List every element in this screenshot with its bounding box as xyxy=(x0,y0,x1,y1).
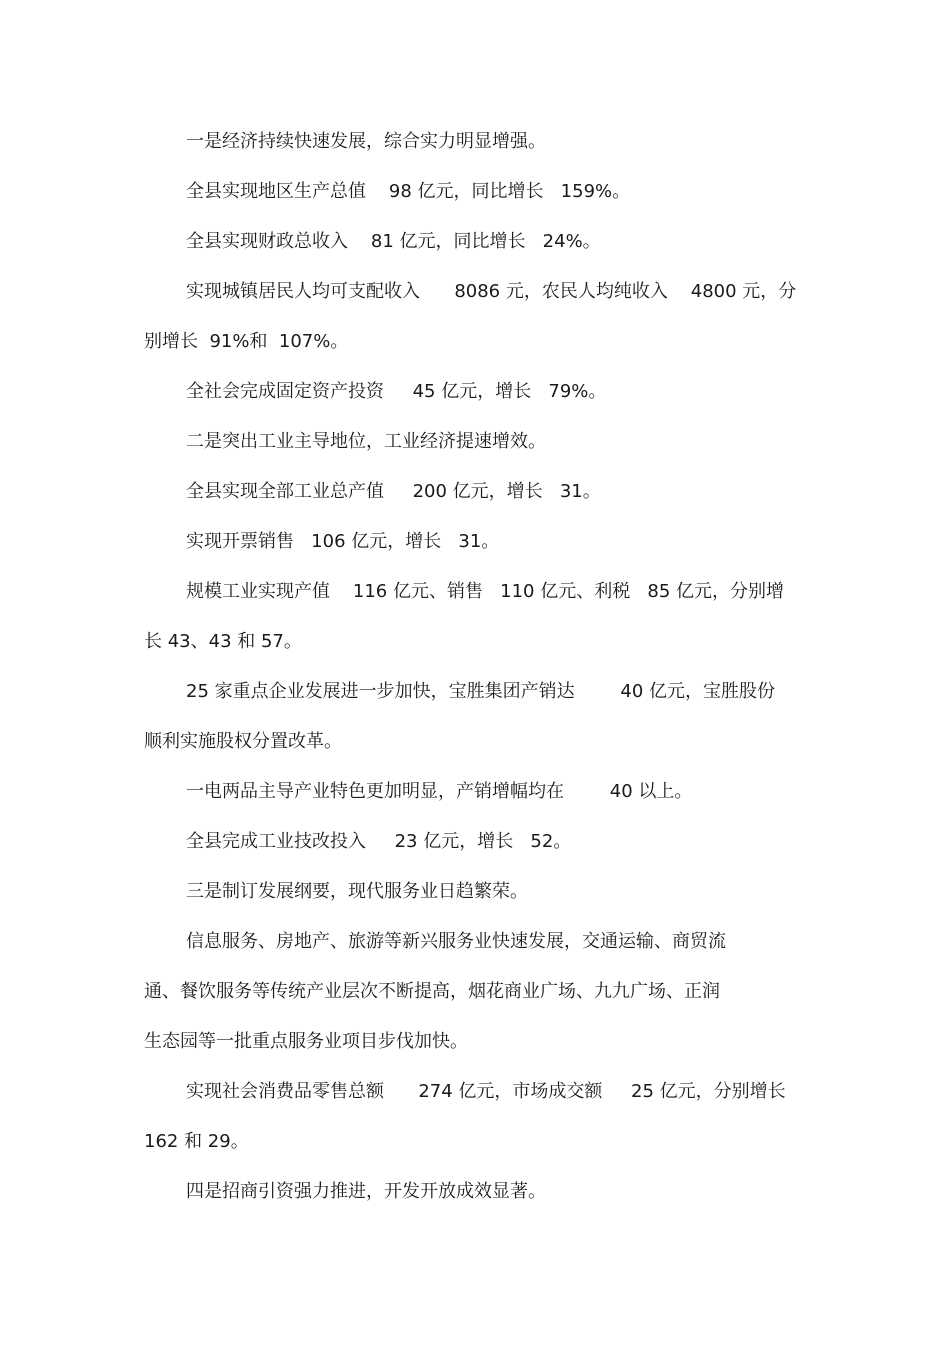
paragraph-retail-sales: 实现社会消费品零售总额 274 亿元，市场成交额 25 亿元，分别增长 xyxy=(186,1081,786,1102)
heading-services: 三是制订发展纲要，现代服务业日趋繁荣。 xyxy=(186,881,528,902)
paragraph-income-cont: 别增长 91%和 107%。 xyxy=(144,331,349,352)
paragraph-tech-investment: 全县完成工业技改投入 23 亿元，增长 52。 xyxy=(186,831,572,852)
paragraph-key-enterprises-cont: 顺利实施股权分置改革。 xyxy=(144,731,342,752)
paragraph-invoiced-sales: 实现开票销售 106 亿元，增长 31。 xyxy=(186,531,500,552)
paragraph-key-enterprises: 25 家重点企业发展进一步加快，宝胜集团产销达 40 亿元，宝胜股份 xyxy=(186,681,776,702)
paragraph-services: 信息服务、房地产、旅游等新兴服务业快速发展，交通运输、商贸流 xyxy=(186,931,726,952)
paragraph-scale-industry-cont: 长 43、43 和 57。 xyxy=(144,631,302,652)
paragraph-retail-sales-cont: 162 和 29。 xyxy=(144,1131,249,1152)
paragraph-leading-industries: 一电两品主导产业特色更加明显，产销增幅均在 40 以上。 xyxy=(186,781,693,802)
paragraph-fixed-investment: 全社会完成固定资产投资 45 亿元，增长 79%。 xyxy=(186,381,607,402)
heading-industry: 二是突出工业主导地位，工业经济提速增效。 xyxy=(186,431,546,452)
paragraph-gdp: 全县实现地区生产总值 98 亿元，同比增长 159%。 xyxy=(186,181,631,202)
paragraph-industrial-output: 全县实现全部工业总产值 200 亿元，增长 31。 xyxy=(186,481,601,502)
paragraph-scale-industry: 规模工业实现产值 116 亿元、销售 110 亿元、利税 85 亿元，分别增 xyxy=(186,581,784,602)
paragraph-services-cont-2: 生态园等一批重点服务业项目步伐加快。 xyxy=(144,1031,468,1052)
heading-investment: 四是招商引资强力推进，开发开放成效显著。 xyxy=(186,1181,546,1202)
paragraph-services-cont-1: 通、餐饮服务等传统产业层次不断提高，烟花商业广场、九九广场、正润 xyxy=(144,981,720,1002)
paragraph-income: 实现城镇居民人均可支配收入 8086 元，农民人均纯收入 4800 元，分 xyxy=(186,281,797,302)
paragraph-fiscal-revenue: 全县实现财政总收入 81 亿元，同比增长 24%。 xyxy=(186,231,601,252)
heading-economy: 一是经济持续快速发展，综合实力明显增强。 xyxy=(186,131,546,152)
